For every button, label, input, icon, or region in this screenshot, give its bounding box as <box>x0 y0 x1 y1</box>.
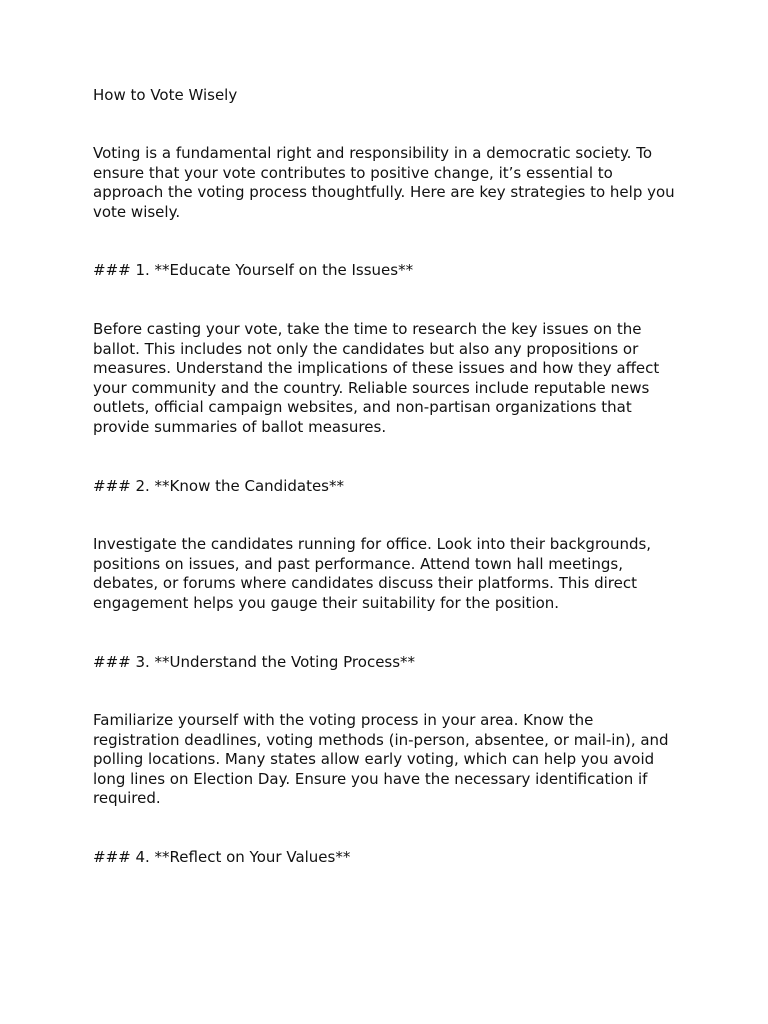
section-3-heading: ### 3. **Understand the Voting Process** <box>93 653 416 671</box>
section-1-paragraph: Before casting your vote, take the time to research the key issues on the ballot. This includes not only the candidates but also any propositions or measures. Understand the implications of these issues and how they affect your community and the country. Reliable sources include reputable news outlets, official campaign websites, and non-partisan organizations that provide summaries of ballot measures. <box>93 320 660 436</box>
section-4-heading: ### 4. **Reflect on Your Values** <box>93 848 351 866</box>
document-title: How to Vote Wisely <box>93 86 238 104</box>
section-2-heading: ### 2. **Know the Candidates** <box>93 477 344 495</box>
section-1-heading: ### 1. **Educate Yourself on the Issues** <box>93 261 414 279</box>
section-3-paragraph: Familiarize yourself with the voting process in your area. Know the registration deadlines, voting methods (in-person, absentee, or mail-in), and polling locations. Many states allow early voting, which can help you avoid long lines on Election Day. Ensure you have the necessary identification if required. <box>93 711 669 808</box>
intro-paragraph: Voting is a fundamental right and responsibility in a democratic society. To ensure that your vote contributes to positive change, it’s essential to approach the voting process thoughtfully. Here are key strategies to help you vote wisely. <box>93 144 675 221</box>
section-2-paragraph: Investigate the candidates running for office. Look into their backgrounds, positions on issues, and past performance. Attend town hall meetings, debates, or forums where candidates discuss their platforms. This direct engagement helps you gauge their suitability for the position. <box>93 535 652 612</box>
